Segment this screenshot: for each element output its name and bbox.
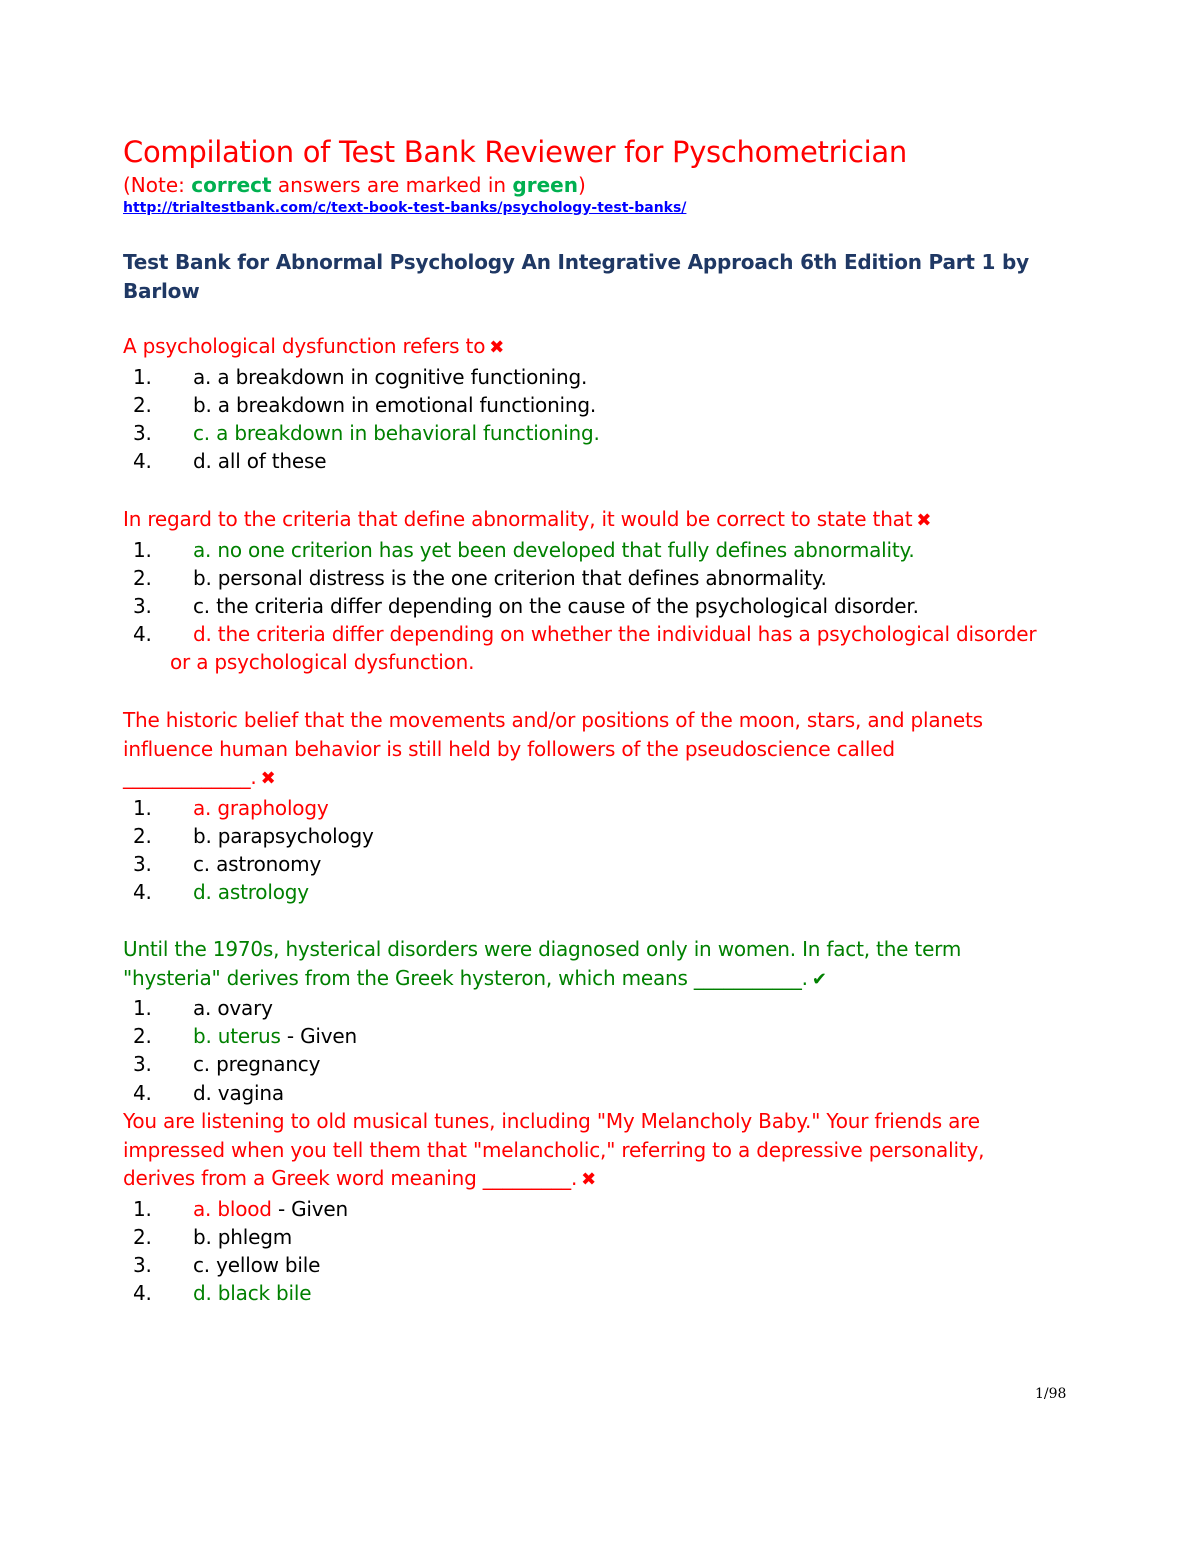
wrong-mark-icon: ✖: [916, 510, 932, 531]
option-item: 1. a. a breakdown in cognitive functioning.: [133, 364, 588, 389]
page-number: 1/98: [1035, 1386, 1067, 1402]
option-item-correct: 1. a. no one criterion has yet been developed that fully defines abnormality.: [133, 537, 915, 562]
wrong-mark-icon: ✖: [489, 337, 505, 358]
option-item-selected: 1. a. blood - Given: [133, 1196, 348, 1221]
question-2: [123, 505, 1053, 677]
question-1: [123, 332, 1053, 475]
wrong-mark-icon: ✖: [260, 768, 276, 789]
section-heading: Test Bank for Abnormal Psychology An Integrative Approach 6th Edition Part 1 by Barlow: [123, 250, 1029, 303]
option-item: 3. c. yellow bile: [133, 1252, 321, 1277]
option-item: 4. d. vagina: [133, 1080, 284, 1105]
option-item: 3. c. astronomy: [133, 851, 322, 876]
option-item: 1. a. ovary: [133, 996, 273, 1020]
note-correct: correct: [191, 173, 272, 197]
note-middle: answers are marked in: [271, 173, 513, 197]
option-item-correct: 2. b. uterus - Given: [133, 1024, 357, 1049]
options-list: [123, 1195, 1053, 1308]
question-5: [123, 1107, 1053, 1307]
question-text: A psychological dysfunction refers to ✖: [123, 334, 505, 358]
question-text: Until the 1970s, hysterical disorders were diagnosed only in women. In fact, the term "hysteria" derives from the Greek hysteron, which means ___________. ✔: [123, 937, 962, 990]
option-item: 4. d. all of these: [133, 449, 327, 474]
option-item: 2. b. personal distress is the one criterion that defines abnormality.: [133, 565, 827, 590]
option-item-selected: 1. a. graphology: [133, 795, 329, 820]
options-list: [123, 994, 1053, 1107]
option-item: 3. c. the criteria differ depending on the cause of the psychological disorder.: [133, 593, 919, 618]
source-link[interactable]: http://trialtestbank.com/c/text-book-test-banks/psychology-test-banks/: [123, 200, 687, 216]
option-item: 3. c. pregnancy: [133, 1052, 321, 1077]
option-item-correct: 4. d. astrology: [133, 880, 309, 905]
wrong-mark-icon: ✖: [581, 1169, 597, 1190]
options-list: [123, 536, 1053, 677]
question-text: In regard to the criteria that define abnormality, it would be correct to state that ✖: [123, 507, 932, 531]
option-item-correct: 3. c. a breakdown in behavioral functioning.: [133, 420, 600, 445]
legend-note: [123, 172, 586, 198]
check-mark-icon: ✔: [811, 968, 827, 990]
question-3: [123, 706, 1053, 906]
option-item: 2. b. a breakdown in emotional functioning.: [133, 392, 597, 417]
option-item-correct: 4. d. black bile: [133, 1281, 312, 1306]
option-item: 2. b. phlegm: [133, 1224, 293, 1249]
note-close: ): [577, 173, 586, 197]
question-text: You are listening to old musical tunes, including "My Melancholy Baby." Your friends are impressed when you tell them that "melancholic," referring to a depressive personality, derives from a Greek word meaning _________. ✖: [123, 1109, 985, 1190]
option-item-selected: 4. d. the criteria differ depending on whether the individual has a psychological disorder or a psychological dysfunction.: [133, 622, 1037, 675]
question-text: The historic belief that the movements and/or positions of the moon, stars, and planets influence human behavior is still held by followers of the pseudoscience called _____________. ✖: [123, 708, 983, 789]
options-list: [123, 794, 1053, 907]
document-title: Compilation of Test Bank Reviewer for Pyschometrician: [123, 135, 907, 169]
options-list: [123, 363, 1053, 476]
option-item: 2. b. parapsychology: [133, 823, 374, 848]
question-4: [123, 935, 1053, 1107]
note-green: green: [512, 173, 578, 197]
note-open: (Note:: [123, 173, 192, 197]
